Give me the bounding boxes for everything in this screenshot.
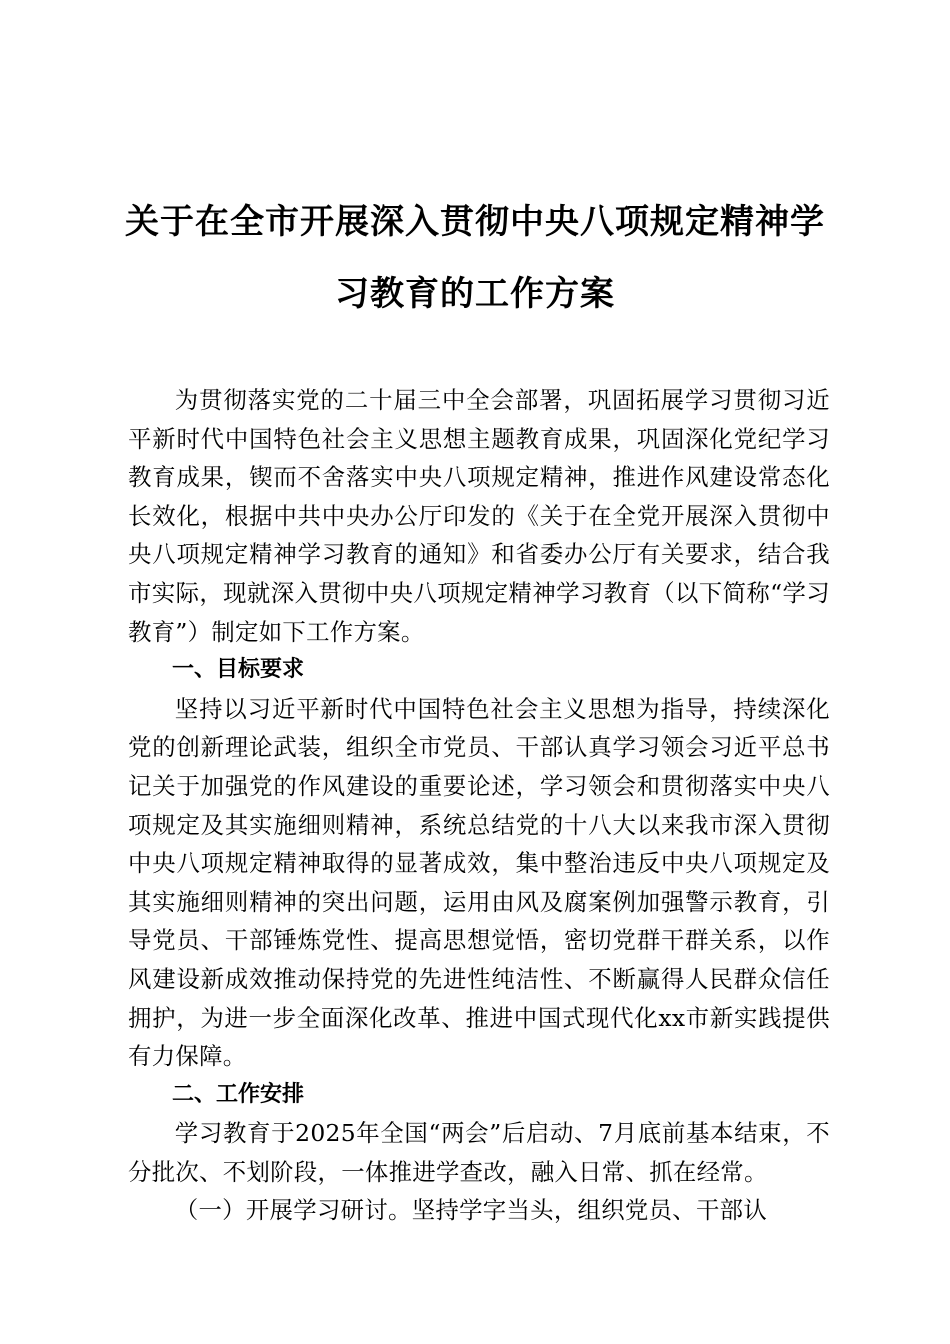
paragraph-arrangements: 学习教育于2025年全国“两会”后启动、7月底前基本结束，不分批次、不划阶段，一体推进学查改，融入日常、抓在经常。 — [128, 1119, 830, 1186]
title-line-2: 习教育的工作方案 — [335, 274, 615, 314]
section-heading-arrangements: 二、工作安排 — [172, 1081, 305, 1107]
paragraph-intro: 为贯彻落实党的二十届三中全会部署，巩固拓展学习贯彻习近平新时代中国特色社会主义思想主题教育成果，巩固深化党纪学习教育成果，锲而不舍落实中央八项规定精神，推进作风建设常态化长效化，根据中共中央办公厅印发的《关于在全党开展深入贯彻中央八项规定精神学习教育的通知》和省委办公厅有关要求，结合我市实际，现就深入贯彻中央八项规定精神学习教育（以下简称“学习教育”）制定如下工作方案。 — [128, 386, 830, 646]
document-body — [128, 381, 830, 1230]
title-line-1: 关于在全市开展深入贯彻中央八项规定精神学 — [125, 202, 825, 242]
paragraph-goals: 坚持以习近平新时代中国特色社会主义思想为指导，持续深化党的创新理论武装，组织全市党员、干部认真学习领会习近平总书记关于加强党的作风建设的重要论述，学习领会和贯彻落实中央八项规定及其实施细则精神，系统总结党的十八大以来我市深入贯彻中央八项规定精神取得的显著成效，集中整治违反中央八项规定及其实施细则精神的突出问题，运用由风及腐案例加强警示教育，引导党员、干部锤炼党性、提高思想觉悟，密切党群干群关系，以作风建设新成效推动保持党的先进性纯洁性、不断赢得人民群众信任拥护，为进一步全面深化改革、推进中国式现代化xx市新实践提供有力保障。 — [128, 694, 830, 1071]
paragraph-study-discussion: （一）开展学习研讨。坚持学字当头，组织党员、干部认 — [174, 1196, 768, 1225]
section-heading-goals: 一、目标要求 — [172, 657, 305, 683]
document-title — [110, 186, 840, 330]
